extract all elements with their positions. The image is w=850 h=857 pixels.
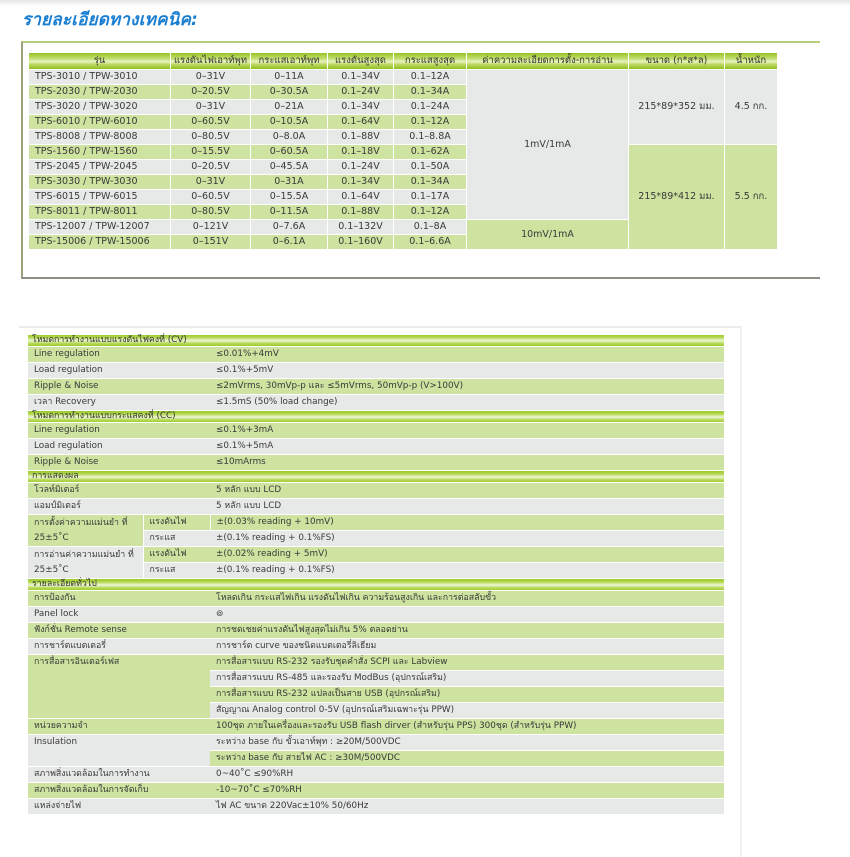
- spec-value: ≤2mVrms, 30mVp-p และ ≤5mVrms, 50mVp-p (V>100V): [210, 379, 724, 395]
- model-cell-imax: 0.1–34A: [394, 85, 467, 100]
- spec-value: ≤0.1%+3mA: [210, 423, 724, 439]
- model-row: [29, 70, 778, 85]
- model-cell-vmax: 0.1–18V: [328, 145, 394, 160]
- page-title: รายละเอียดทางเทคนิค:: [22, 10, 199, 30]
- spec-value: -10~70˚C ≤70%RH: [210, 783, 724, 799]
- model-cell-imax: 0.1–12A: [394, 205, 467, 220]
- model-cell-iout: 0–15.5A: [251, 190, 328, 205]
- header-resolution: ค่าความละเอียดการตั้ง-การอ่าน: [467, 53, 629, 70]
- setting-current-value: ±(0.1% reading + 0.1%FS): [210, 531, 724, 547]
- model-cell-vmax: 0.1–34V: [328, 100, 394, 115]
- model-cell-iout: 0–11A: [251, 70, 328, 85]
- spec-table-frame: [19, 326, 742, 857]
- spec-value: ≤0.1%+5mA: [210, 439, 724, 455]
- spec-row: [28, 767, 724, 783]
- model-cell-imax: 0.1–24A: [394, 100, 467, 115]
- spec-row: [28, 455, 724, 471]
- spec-label: Ripple & Noise: [28, 379, 210, 395]
- model-cell-iout: 0–21A: [251, 100, 328, 115]
- spec-label: Ripple & Noise: [28, 455, 210, 471]
- model-cell-model: TPS-15006 / TPW-15006: [29, 235, 171, 250]
- resolution-group-1: 1mV/1mA: [467, 70, 629, 220]
- model-cell-iout: 0–8.0A: [251, 130, 328, 145]
- model-cell-vmax: 0.1–64V: [328, 190, 394, 205]
- model-cell-vout: 0–20.5V: [171, 85, 251, 100]
- dimensions-group-2: 215*89*412 มม.: [629, 145, 725, 250]
- model-cell-vout: 0–151V: [171, 235, 251, 250]
- interface-value: การสื่อสารแบบ RS-232 แปลงเป็นสาย USB (อุปกรณ์เสริม): [210, 687, 724, 703]
- spec-label: เวลา Recovery: [28, 395, 210, 411]
- header-dimensions: ขนาด (ก*ส*ล): [629, 53, 725, 70]
- spec-value: 5 หลัก แบบ LCD: [210, 483, 724, 499]
- model-cell-model: TPS-8011 / TPW-8011: [29, 205, 171, 220]
- reading-voltage-label: แรงดันไฟ: [143, 547, 210, 563]
- spec-label: หน่วยความจำ: [28, 719, 210, 735]
- dimensions-group-1: 215*89*352 มม.: [629, 70, 725, 145]
- spec-row: [28, 799, 724, 815]
- spec-value: ≤1.5mS (50% load change): [210, 395, 724, 411]
- spec-value: 0~40˚C ≤90%RH: [210, 767, 724, 783]
- spec-value: 100ชุด ภายในเครื่องและรองรับ USB flash dirver (สำหรับรุ่น PPS) 300ชุด (สำหรับรุ่น PPW): [210, 719, 724, 735]
- spec-value: ไฟ AC ขนาด 220Vac±10% 50/60Hz: [210, 799, 724, 815]
- weight-group-1: 4.5 กก.: [725, 70, 778, 145]
- model-cell-iout: 0–45.5A: [251, 160, 328, 175]
- insulation-value: ระหว่าง base กับ สายไฟ AC : ≥30M/500VDC: [210, 751, 724, 767]
- spec-value: ≤0.01%+4mV: [210, 347, 724, 363]
- model-cell-model: TPS-2045 / TPW-2045: [29, 160, 171, 175]
- model-cell-vmax: 0.1–34V: [328, 70, 394, 85]
- model-cell-model: TPS-2030 / TPW-2030: [29, 85, 171, 100]
- model-cell-imax: 0.1–8.8A: [394, 130, 467, 145]
- spec-label: Load regulation: [28, 363, 210, 379]
- spec-row: [28, 639, 724, 655]
- model-cell-vout: 0–121V: [171, 220, 251, 235]
- spec-label: โวลท์มิเตอร์: [28, 483, 210, 499]
- spec-row: [28, 499, 724, 515]
- header-weight: น้ำหนัก: [725, 53, 778, 70]
- model-cell-model: TPS-12007 / TPW-12007: [29, 220, 171, 235]
- model-cell-iout: 0–30.5A: [251, 85, 328, 100]
- model-cell-vout: 0–31V: [171, 100, 251, 115]
- spec-label: การชาร์ตแบตเตอรี่: [28, 639, 210, 655]
- setting-current-label: กระแส: [143, 531, 210, 547]
- spec-row: [28, 423, 724, 439]
- model-cell-vout: 0–60.5V: [171, 190, 251, 205]
- spec-value: การชาร์ต curve ของชนิดแบตเตอรี่ลิเธียม: [210, 639, 724, 655]
- spec-table: [28, 335, 724, 815]
- model-cell-imax: 0.1–50A: [394, 160, 467, 175]
- model-cell-imax: 0.1–62A: [394, 145, 467, 160]
- interface-value: การสื่อสารแบบ RS-485 และรองรับ ModBus (อุปกรณ์เสริม): [210, 671, 724, 687]
- header-output-current: กระแสเอาท์พุท: [251, 53, 328, 70]
- spec-row: [28, 783, 724, 799]
- interface-value: สัญญาณ Analog control 0-5V (อุปกรณ์เสริมเฉพาะรุ่น PPW): [210, 703, 724, 719]
- spec-row: [28, 347, 724, 363]
- spec-label: สภาพสิ่งแวดล้อมในการทำงาน: [28, 767, 210, 783]
- spec-value: ≤0.1%+5mV: [210, 363, 724, 379]
- setting-voltage-label: แรงดันไฟ: [143, 515, 210, 531]
- model-cell-vout: 0–31V: [171, 175, 251, 190]
- spec-label: แหล่งจ่ายไฟ: [28, 799, 210, 815]
- model-cell-model: TPS-6015 / TPW-6015: [29, 190, 171, 205]
- model-cell-vout: 0–15.5V: [171, 145, 251, 160]
- model-cell-vout: 0–20.5V: [171, 160, 251, 175]
- model-cell-vmax: 0.1–34V: [328, 175, 394, 190]
- model-cell-model: TPS-3020 / TPW-3020: [29, 100, 171, 115]
- model-cell-model: TPS-3030 / TPW-3030: [29, 175, 171, 190]
- spec-value: ≤10mArms: [210, 455, 724, 471]
- models-table-frame: [21, 41, 820, 279]
- model-cell-imax: 0.1–12A: [394, 70, 467, 85]
- spec-row: [28, 607, 724, 623]
- spec-row: [28, 363, 724, 379]
- interface-label: การสื่อสารอินเตอร์เฟส: [28, 655, 210, 719]
- section-title: โหมดการทำงานแบบแรงดันไฟคงที่ (CV): [28, 335, 724, 347]
- model-cell-iout: 0–6.1A: [251, 235, 328, 250]
- spec-row: [28, 483, 724, 499]
- spec-label: Load regulation: [28, 439, 210, 455]
- model-cell-model: TPS-8008 / TPW-8008: [29, 130, 171, 145]
- spec-row: [28, 719, 724, 735]
- model-cell-vmax: 0.1–64V: [328, 115, 394, 130]
- reading-current-value: ±(0.1% reading + 0.1%FS): [210, 563, 724, 579]
- header-max-voltage: แรงดันสูงสุด: [328, 53, 394, 70]
- spec-row-interface: [28, 655, 724, 671]
- models-table: [28, 52, 778, 250]
- setting-voltage-value: ±(0.03% reading + 10mV): [210, 515, 724, 531]
- section-cv: [28, 335, 724, 347]
- models-header-row: [29, 53, 778, 70]
- weight-group-2: 5.5 กก.: [725, 145, 778, 250]
- section-title: โหมดการทำงานแบบกระแสคงที่ (CC): [28, 411, 724, 423]
- model-cell-vout: 0–60.5V: [171, 115, 251, 130]
- spec-value: การชดเชยค่าแรงดันไฟสูงสุดไม่เกิน 5% ตลอดย่าน: [210, 623, 724, 639]
- spec-label: แอมป์มิเตอร์: [28, 499, 210, 515]
- spec-label: ฟังก์ชั่น Remote sense: [28, 623, 210, 639]
- model-cell-vmax: 0.1–88V: [328, 205, 394, 220]
- model-cell-vmax: 0.1–24V: [328, 85, 394, 100]
- section-title: การแสดงผล: [28, 471, 724, 483]
- panel-lock-icon: ⊚: [210, 607, 724, 623]
- model-cell-vout: 0–80.5V: [171, 205, 251, 220]
- model-cell-model: TPS-1560 / TPW-1560: [29, 145, 171, 160]
- reading-current-label: กระแส: [143, 563, 210, 579]
- spec-row: [28, 439, 724, 455]
- insulation-label: Insulation: [28, 735, 210, 767]
- section-title: รายละเอียดทั่วไป: [28, 579, 724, 591]
- header-output-voltage: แรงดันไฟเอาท์พุท: [171, 53, 251, 70]
- spec-label: การป้องกัน: [28, 591, 210, 607]
- spec-label: สภาพสิ่งแวดล้อมในการจัดเก็บ: [28, 783, 210, 799]
- header-model: รุ่น: [29, 53, 171, 70]
- spec-value: 5 หลัก แบบ LCD: [210, 499, 724, 515]
- model-cell-iout: 0–10.5A: [251, 115, 328, 130]
- model-cell-iout: 0–60.5A: [251, 145, 328, 160]
- spec-label: Line regulation: [28, 347, 210, 363]
- spec-label: Panel lock: [28, 607, 210, 623]
- model-cell-iout: 0–7.6A: [251, 220, 328, 235]
- model-cell-vmax: 0.1–88V: [328, 130, 394, 145]
- spec-row: [28, 395, 724, 411]
- resolution-group-2: 10mV/1mA: [467, 220, 629, 250]
- section-cc: [28, 411, 724, 423]
- model-cell-imax: 0.1–34A: [394, 175, 467, 190]
- header-max-current: กระแสสูงสุด: [394, 53, 467, 70]
- model-cell-vout: 0–80.5V: [171, 130, 251, 145]
- section-display: [28, 471, 724, 483]
- model-cell-vout: 0–31V: [171, 70, 251, 85]
- spec-row-setting-accuracy: [28, 515, 724, 531]
- interface-value: การสื่อสารแบบ RS-232 รองรับชุดคำสั่ง SCPI และ Labview: [210, 655, 724, 671]
- spec-row-insulation: [28, 735, 724, 751]
- spec-row: [28, 379, 724, 395]
- reading-voltage-value: ±(0.02% reading + 5mV): [210, 547, 724, 563]
- model-cell-vmax: 0.1–132V: [328, 220, 394, 235]
- spec-row-reading-accuracy: [28, 547, 724, 563]
- model-cell-model: TPS-6010 / TPW-6010: [29, 115, 171, 130]
- model-cell-iout: 0–31A: [251, 175, 328, 190]
- setting-accuracy-label: การตั้งค่าความแม่นยำ ที่ 25±5˚C: [28, 515, 143, 547]
- model-cell-model: TPS-3010 / TPW-3010: [29, 70, 171, 85]
- insulation-value: ระหว่าง base กับ ขั้วเอาท์พุท : ≥20M/500VDC: [210, 735, 724, 751]
- model-row: [29, 145, 778, 160]
- model-cell-vmax: 0.1–160V: [328, 235, 394, 250]
- model-cell-imax: 0.1–17A: [394, 190, 467, 205]
- spec-label: Line regulation: [28, 423, 210, 439]
- reading-accuracy-label: การอ่านค่าความแม่นยำ ที่ 25±5˚C: [28, 547, 143, 579]
- model-cell-iout: 0–11.5A: [251, 205, 328, 220]
- section-general: [28, 579, 724, 591]
- model-cell-vmax: 0.1–24V: [328, 160, 394, 175]
- model-cell-imax: 0.1–8A: [394, 220, 467, 235]
- spec-value: โหลดเกิน กระแสไฟเกิน แรงดันไฟเกิน ความร้อนสูงเกิน และการต่อสลับขั้ว: [210, 591, 724, 607]
- spec-row: [28, 623, 724, 639]
- model-cell-imax: 0.1–12A: [394, 115, 467, 130]
- spec-row: [28, 591, 724, 607]
- model-cell-imax: 0.1–6.6A: [394, 235, 467, 250]
